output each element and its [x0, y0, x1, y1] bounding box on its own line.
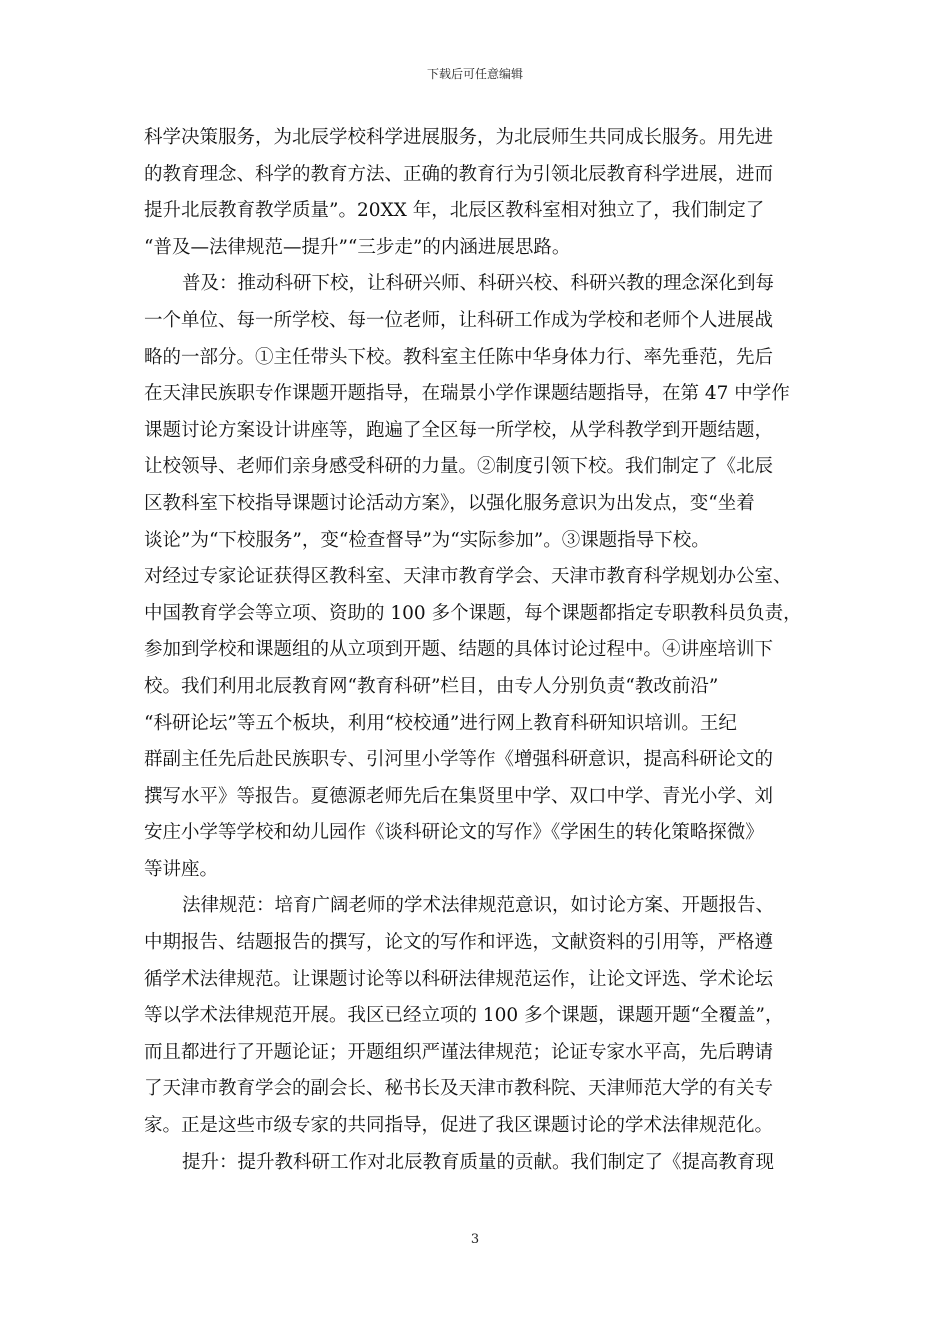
- text-line: 校。我们利用北辰教育网“教育科研”栏目，由专人分别负责“教改前沿”: [144, 675, 719, 697]
- text-line: 让校领导、老师们亲身感受科研的力量。②制度引领下校。我们制定了《北辰: [144, 456, 774, 478]
- text-line: 普及：推动科研下校，让科研兴师、科研兴校、科研兴教的理念深化到每: [182, 273, 775, 295]
- text-line: 中国教育学会等立项、资助的 100 多个课题，每个课题都指定专职教科员负责，: [144, 602, 802, 624]
- text-line: 的教育理念、科学的教育方法、正确的教育行为引领北辰教育科学进展，进而: [144, 163, 774, 185]
- text-line: 提升：提升教科研工作对北辰教育质量的贡献。我们制定了《提高教育现: [182, 1151, 775, 1173]
- paragraph-popularization: [144, 266, 806, 888]
- text-line: 略的一部分。①主任带头下校。教科室主任陈中华身体力行、率先垂范，先后: [144, 346, 774, 368]
- text-line: “普及—法律规范—提升”“三步走”的内涵进展思路。: [144, 236, 571, 258]
- document-body: [144, 120, 806, 1181]
- text-line: 中期报告、结题报告的撰写，论文的写作和评选，文献资料的引用等，严格遵: [144, 932, 774, 954]
- text-line: 等以学术法律规范开展。我区已经立项的 100 多个课题，课题开题“全覆盖”，: [144, 1005, 784, 1027]
- text-line: 了天津市教育学会的副会长、秘书长及天津市教科院、天津师范大学的有关专: [144, 1078, 774, 1100]
- text-line: 等讲座。: [144, 858, 219, 880]
- paragraph-standards: [144, 888, 806, 1144]
- text-line: 循学术法律规范。让课题讨论等以科研法律规范运作，让论文评选、学术论坛: [144, 968, 774, 990]
- text-line: 法律规范：培育广阔老师的学术法律规范意识，如讨论方案、开题报告、: [182, 895, 775, 917]
- text-line: 提升北辰教育教学质量”。20XX 年，北辰区教科室相对独立了，我们制定了: [144, 200, 765, 222]
- text-line: 区教科室下校指导课题讨论活动方案》，以强化服务意识为出发点，变“坐着: [144, 492, 755, 514]
- text-line: 撰写水平》等报告。夏德源老师先后在集贤里中学、双口中学、青光小学、刘: [144, 785, 774, 807]
- text-line: 谈论”为“下校服务”，变“检查督导”为“实际参加”。③课题指导下校。: [144, 529, 710, 551]
- text-line: 而且都进行了开题论证；开题组织严谨法律规范；论证专家水平高，先后聘请: [144, 1041, 774, 1063]
- text-line: 课题讨论方案设计讲座等，跑遍了全区每一所学校，从学科教学到开题结题，: [144, 419, 774, 441]
- paragraph-improvement: [144, 1145, 806, 1182]
- text-line: 一个单位、每一所学校、每一位老师，让科研工作成为学校和老师个人进展战: [144, 309, 774, 331]
- page-number: 3: [470, 1232, 480, 1247]
- text-line: 群副主任先后赴民族职专、引河里小学等作《增强科研意识，提高科研论文的: [144, 749, 774, 771]
- text-line: “科研论坛”等五个板块，利用“校校通”进行网上教育科研知识培训。王纪: [144, 712, 737, 734]
- text-line: 对经过专家论证获得区教科室、天津市教育学会、天津市教育科学规划办公室、: [144, 566, 792, 588]
- page-header: 下载后可任意编辑: [426, 67, 523, 81]
- text-line: 科学决策服务，为北辰学校科学进展服务，为北辰师生共同成长服务。用先进: [144, 127, 774, 148]
- text-line: 家。正是这些市级专家的共同指导，促进了我区课题讨论的学术法律规范化。: [144, 1115, 774, 1137]
- text-line: 在天津民族职专作课题开题指导，在瑞景小学作课题结题指导，在第 47 中学作: [144, 383, 790, 405]
- text-line: 参加到学校和课题组的从立项到开题、结题的具体讨论过程中。④讲座培训下: [144, 639, 774, 661]
- text-line: 安庄小学等学校和幼儿园作《谈科研论文的写作》《学困生的转化策略探微》: [144, 822, 764, 844]
- paragraph-continuation: [144, 120, 806, 266]
